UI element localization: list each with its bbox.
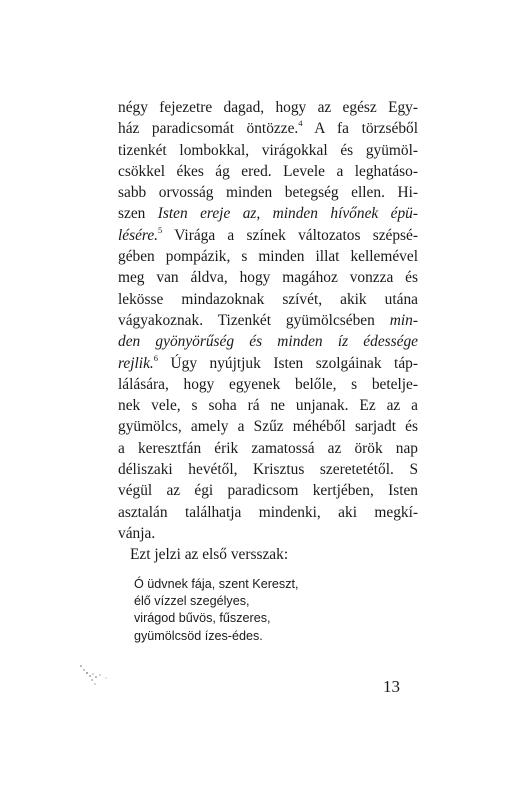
text-line bbox=[118, 289, 418, 310]
footnote-marker: 4 bbox=[298, 118, 303, 129]
footnote-marker: 5 bbox=[158, 224, 163, 235]
text-line bbox=[118, 416, 418, 437]
text-fragment: vánja. bbox=[118, 524, 156, 542]
verse-line: virágod bűvös, fűszeres, bbox=[134, 611, 271, 626]
text-fragment: Virága a színek változatos szépsé- bbox=[162, 226, 418, 244]
text-line bbox=[118, 140, 418, 161]
text-fragment: déliszaki hevétől, Krisztus szeretetétől. S bbox=[118, 461, 418, 479]
italic-fragment: min- bbox=[389, 311, 418, 329]
text-fragment: csökkel ékes ág ered. Levele a leghatáso- bbox=[118, 162, 418, 180]
body-paragraph bbox=[118, 97, 418, 566]
text-line bbox=[118, 203, 418, 224]
text-line bbox=[118, 225, 418, 246]
text-line bbox=[118, 310, 418, 331]
text-line bbox=[118, 502, 418, 523]
text-fragment: lekösse mindazoknak szívét, akik utána bbox=[118, 290, 418, 308]
text-line bbox=[118, 246, 418, 267]
verse-stanza bbox=[134, 576, 299, 645]
text-line bbox=[118, 480, 418, 501]
italic-fragment: Isten ereje az, minden hívőnek épü- bbox=[157, 205, 418, 223]
text-line bbox=[118, 118, 418, 139]
text-fragment: A fa törzséből bbox=[302, 120, 418, 138]
verse-line: élő vízzel szegélyes, bbox=[134, 594, 250, 609]
text-fragment: szen bbox=[118, 205, 158, 223]
text-line bbox=[118, 438, 418, 459]
text-line bbox=[118, 161, 418, 182]
text-fragment: végül az égi paradicsom kertjében, Isten bbox=[118, 482, 418, 500]
text-line bbox=[118, 353, 418, 374]
verse-intro-line bbox=[118, 544, 418, 565]
text-fragment: asztalán találhatja mindenki, aki megkí- bbox=[118, 503, 418, 521]
text-fragment: tizenkét lombokkal, virágokkal és gyümöl- bbox=[118, 141, 418, 159]
footnote-marker: 6 bbox=[153, 352, 159, 363]
italic-fragment: rejlik. bbox=[118, 354, 154, 372]
text-fragment: nek vele, s soha rá ne unjanak. Ez az a bbox=[118, 397, 418, 415]
text-fragment: a keresztfán érik zamatossá az örök nap bbox=[118, 439, 418, 457]
print-speck-mark bbox=[78, 664, 122, 694]
text-fragment: meg van áldva, hogy magához vonzza és bbox=[118, 269, 418, 287]
italic-fragment: lésére. bbox=[118, 226, 159, 244]
text-line bbox=[118, 331, 418, 352]
text-line bbox=[118, 267, 418, 288]
text-fragment: Ezt jelzi az első versszak: bbox=[130, 546, 289, 564]
text-fragment: lálására, hogy egyenek belőle, s betelje- bbox=[118, 375, 418, 393]
page-number: 13 bbox=[383, 677, 400, 696]
text-fragment: Úgy nyújtjuk Isten szolgáinak táp- bbox=[158, 354, 418, 372]
text-fragment: négy fejezetre dagad, hogy az egész Egy- bbox=[118, 99, 418, 116]
verse-line: Ó üdvnek fája, szent Kereszt, bbox=[134, 577, 299, 591]
text-line bbox=[118, 374, 418, 395]
text-line bbox=[118, 523, 418, 544]
text-line bbox=[118, 182, 418, 203]
text-line bbox=[118, 395, 418, 416]
verse-line: gyümölcsöd ízes-édes. bbox=[134, 628, 263, 643]
text-fragment: gyümölcs, amely a Szűz méhéből sarjadt és bbox=[118, 418, 418, 436]
text-line bbox=[118, 459, 418, 480]
text-fragment: vágyakoznak. Tizenkét gyümölcsében bbox=[118, 311, 390, 329]
italic-fragment: den gyönyörűség és minden íz édessége bbox=[118, 333, 418, 351]
text-fragment: ház paradicsomát öntözze. bbox=[118, 120, 299, 138]
text-fragment: sabb orvosság minden betegség ellen. Hi- bbox=[118, 184, 418, 202]
text-line bbox=[118, 97, 418, 118]
text-fragment: gében pompázik, s minden illat kellemével bbox=[118, 248, 418, 266]
